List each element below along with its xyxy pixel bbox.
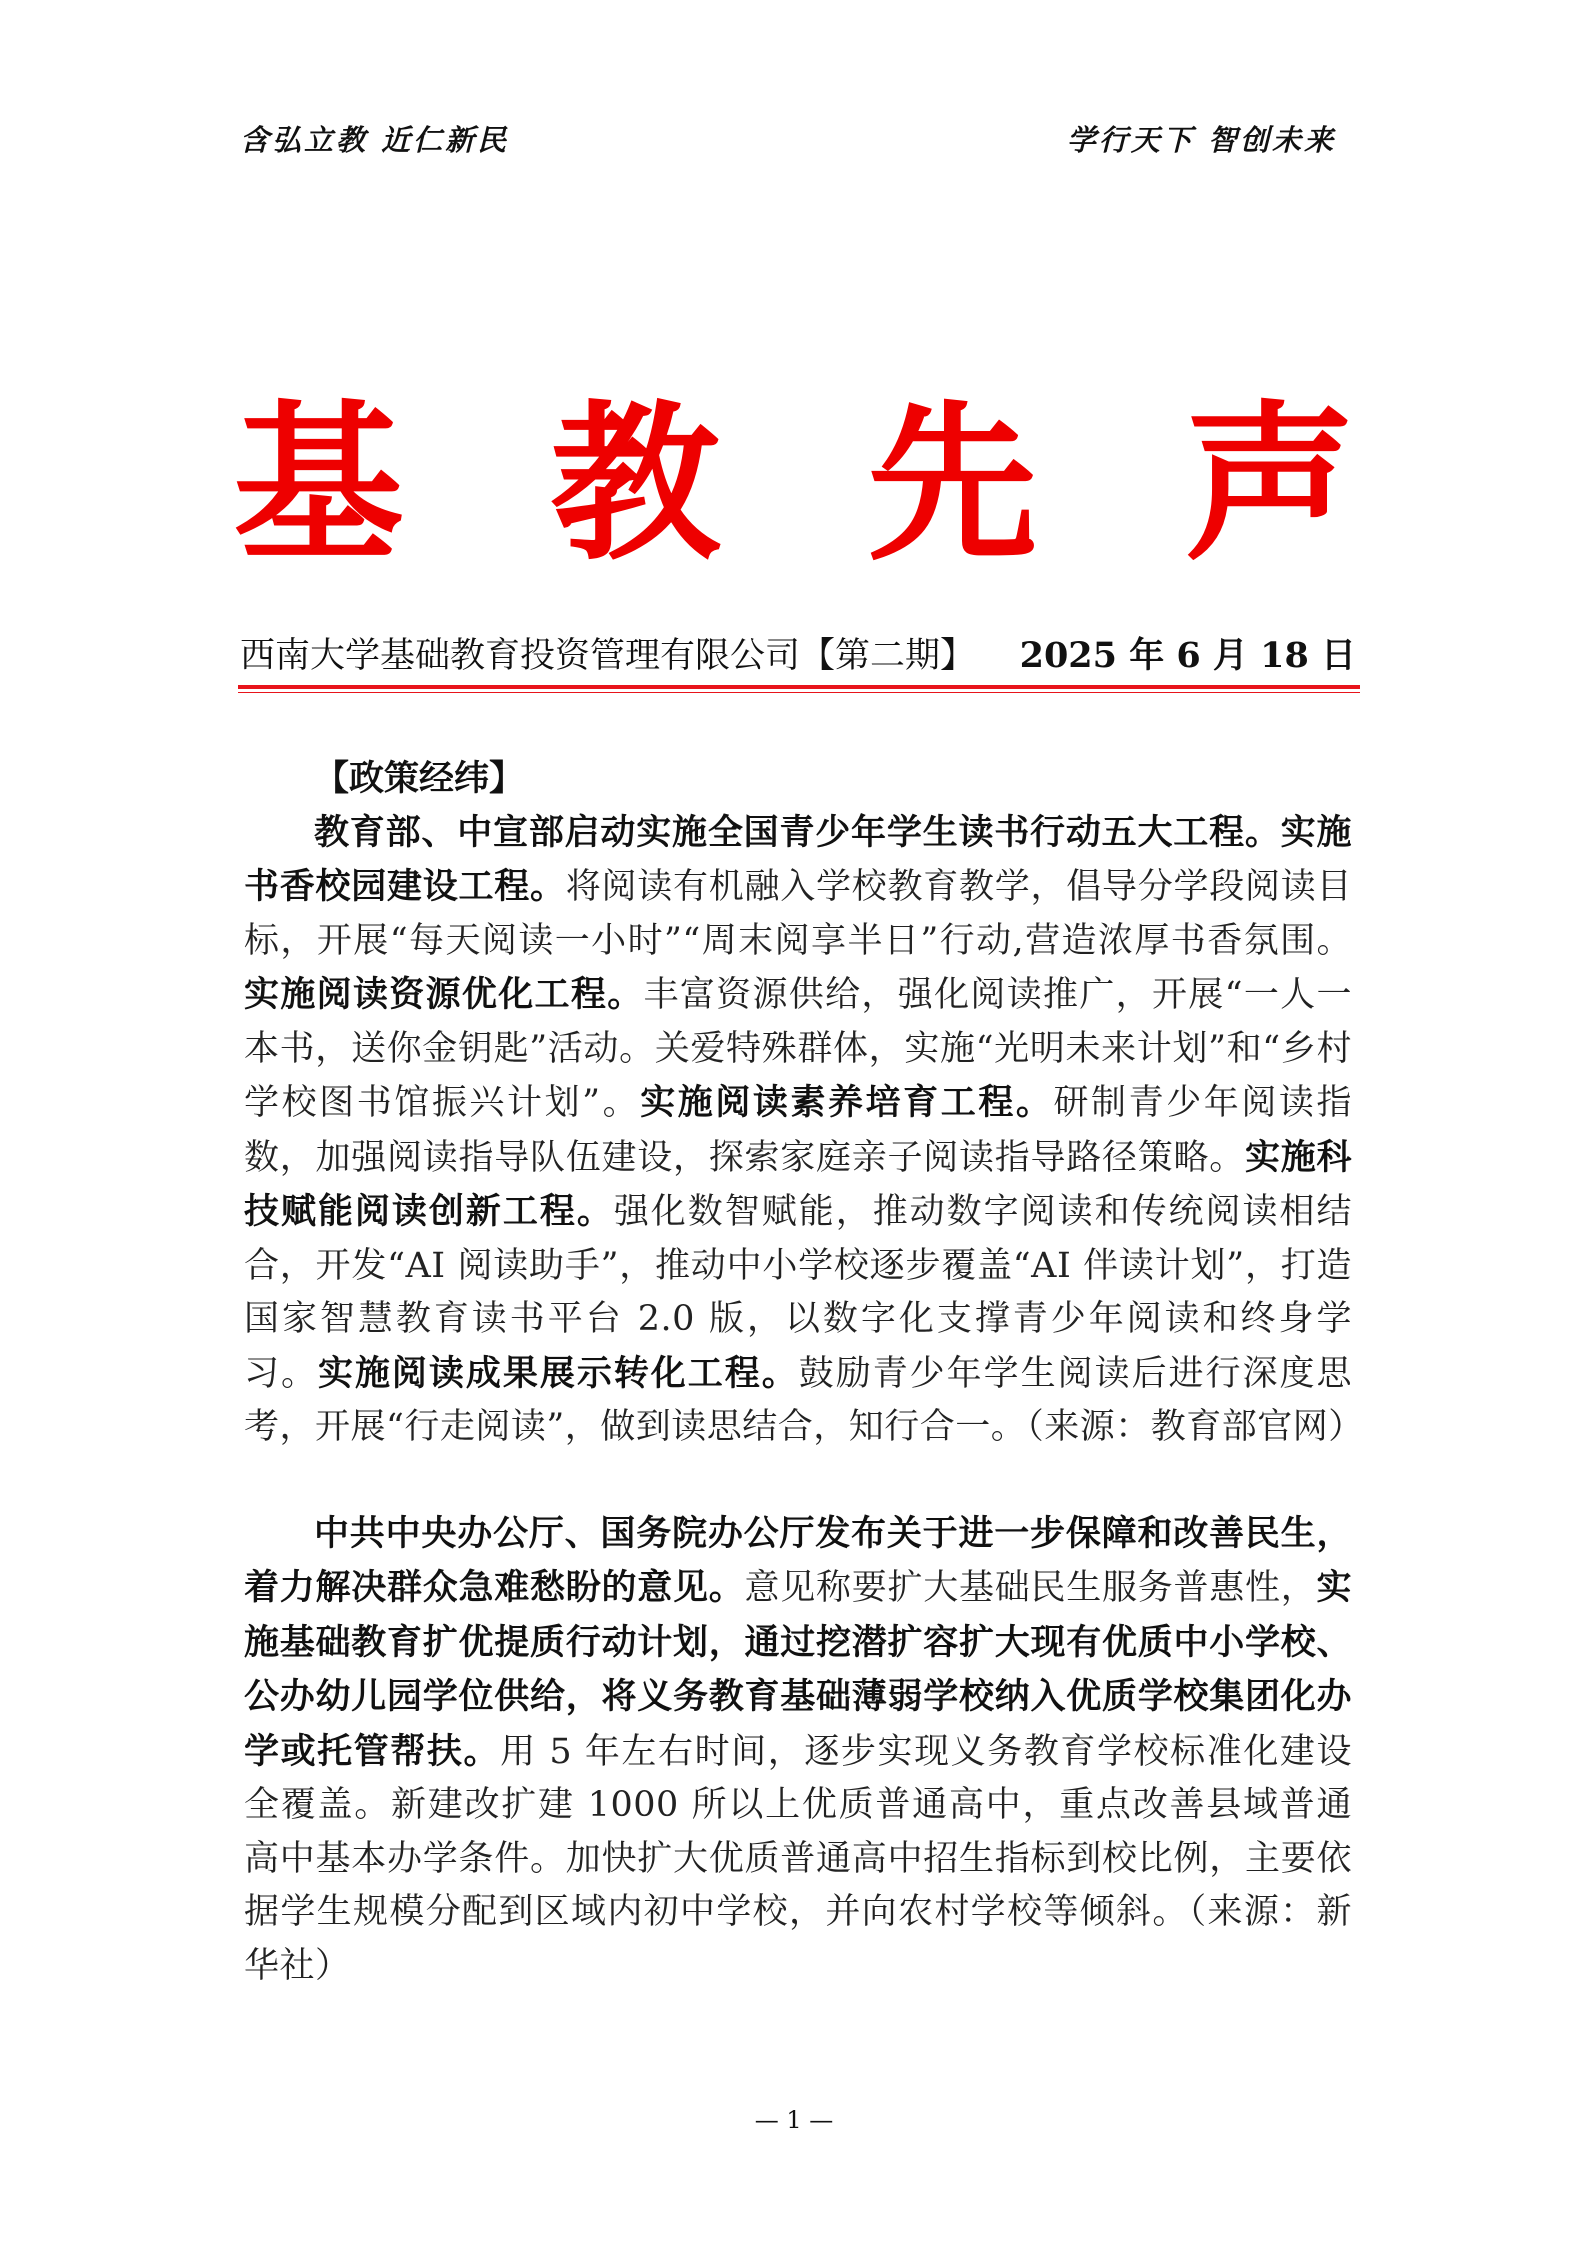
issue-line bbox=[240, 632, 1356, 680]
article1-text-3: 研制青少年阅读指数，加强阅读指导队伍建设，探索家庭亲子阅读指导路径策略。 bbox=[244, 1083, 1352, 1178]
header-rule-thick bbox=[238, 685, 1360, 689]
paragraph-spacer bbox=[244, 1455, 1352, 1507]
article1-text-4: 强化数智赋能，推动数字阅读和传统阅读相结合，开发“AI 阅读助手”，推动中小学校逐步覆盖“AI 伴读计划”，打造国家智慧教育读书平台 2.0 版，以数字化支撑青少年阅读和终身学习。 bbox=[244, 1192, 1352, 1394]
publisher-issue: 西南大学基础教育投资管理有限公司【第二期】 bbox=[240, 636, 976, 676]
article1-heading-3: 实施阅读素养培育工程。 bbox=[640, 1082, 1054, 1123]
article1-heading-5: 实施阅读成果展示转化工程。 bbox=[317, 1352, 799, 1394]
article2-emphasis: 实施基础教育扩优提质行动计划，通过挖潜扩容扩大现有优质中小学校、公办幼儿园学位供给，将义务教育基础薄弱学校纳入优质学校集团化办学或托管帮扶。 bbox=[244, 1567, 1352, 1772]
header-rule-thin bbox=[238, 692, 1360, 693]
issue-date: 2025 年 6 月 18 日 bbox=[1019, 635, 1356, 676]
article1-text-2: 丰富资源供给，强化阅读推广，开展“一人一本书，送你金钥匙”活动。关爱特殊群体，实施“光明未来计划”和“乡村学校图书馆振兴计划”。 bbox=[244, 975, 1352, 1123]
article2-text-1: 意见称要扩大基础民生服务普惠性， bbox=[744, 1568, 1317, 1608]
article-reading-initiative bbox=[244, 806, 1364, 1455]
page-number: — 1 — bbox=[754, 2106, 834, 2134]
motto-right: 学行天下 智创未来 bbox=[1066, 123, 1336, 157]
article2-heading: 中共中央办公厅、国务院办公厅发布关于进一步保障和改善民生，着力解决群众急难愁盼的意见。 bbox=[244, 1512, 1352, 1608]
article1-heading-4: 实施科技赋能阅读创新工程。 bbox=[244, 1136, 1352, 1232]
article-livelihood-opinion bbox=[244, 1507, 1352, 1994]
section-label: 【政策经纬】 bbox=[314, 758, 525, 799]
masthead-title: 基 教 先 声 bbox=[233, 386, 1399, 584]
article1-heading-2: 实施阅读资源优化工程。 bbox=[244, 974, 644, 1015]
article1-heading: 教育部、中宣部启动实施全国青少年学生读书行动五大工程。实施书香校园建设工程。 bbox=[244, 811, 1352, 907]
motto-left: 含弘立教 近仁新民 bbox=[240, 123, 510, 157]
article1-text-5: 鼓励青少年学生阅读后进行深度思考，开展“行走阅读”，做到读思结合，知行合一。（来源：教育部官网） bbox=[244, 1353, 1364, 1447]
article1-text-1: 将阅读有机融入学校教育教学，倡导分学段阅读目标，开展“每天阅读一小时”“周末阅享半日”行动,营造浓厚书香氛围。 bbox=[244, 867, 1352, 961]
article2-text-2: 用 5 年左右时间，逐步实现义务教育学校标准化建设全覆盖。新建改扩建 1000 所以上优质普通高中，重点改善县域普通高中基本办学条件。加快扩大优质普通高中招生指标到校比例，主要依据学生规模分配到区域内初中学校，并向农村学校等倾斜。（来源：新华社） bbox=[244, 1731, 1352, 1986]
article-body bbox=[244, 752, 1364, 1993]
